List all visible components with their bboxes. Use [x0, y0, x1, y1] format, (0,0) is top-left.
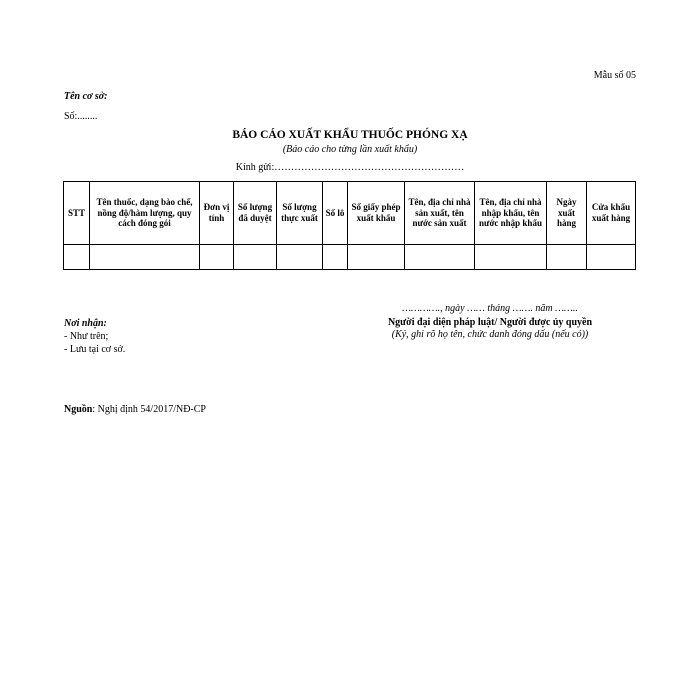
table-cell: [90, 245, 200, 270]
source-label: Nguồn: [64, 404, 93, 415]
recipient-item: - Lưu tại cơ sở.: [64, 344, 126, 355]
addressee-line: Kính gửi:…………………………………………………: [235, 162, 465, 173]
table-cell: [234, 245, 277, 270]
table-cell: [475, 245, 547, 270]
page-subtitle: (Báo cáo cho từng lần xuất khẩu): [282, 144, 418, 155]
source-line: [64, 404, 206, 415]
table-cell: [405, 245, 475, 270]
column-header: STT: [64, 182, 90, 245]
column-header: Đơn vị tính: [200, 182, 234, 245]
column-header: Tên thuốc, dạng bào chế, nồng độ/hàm lượng, quy cách đóng gói: [90, 182, 200, 245]
table-cell: [323, 245, 348, 270]
table-cell: [200, 245, 234, 270]
recipient-item: - Như trên;: [64, 331, 109, 342]
signature-date-line: …………., ngày …… tháng ……. năm ……..: [402, 303, 578, 314]
table-cell: [587, 245, 636, 270]
report-table: [63, 181, 636, 270]
table-row: [64, 245, 636, 270]
column-header: Ngày xuất hàng: [547, 182, 587, 245]
column-header: Tên, địa chỉ nhà nhập khẩu, tên nước nhập khẩu: [475, 182, 547, 245]
signature-note: (Ký, ghi rõ họ tên, chức danh đóng dấu (nếu có)): [391, 329, 589, 340]
representative-title: Người đại diện pháp luật/ Người được ủy quyền: [387, 317, 593, 328]
table-cell: [547, 245, 587, 270]
document-number-label: Số:........: [64, 111, 98, 122]
column-header: Số giấy phép xuất khẩu: [348, 182, 405, 245]
column-header: Tên, địa chỉ nhà sản xuất, tên nước sản xuất: [405, 182, 475, 245]
table-cell: [64, 245, 90, 270]
source-text: : Nghị định 54/2017/NĐ-CP: [92, 404, 206, 415]
table-cell: [348, 245, 405, 270]
facility-name-label: Tên cơ sở:: [64, 91, 108, 102]
column-header: Cửa khẩu xuất hàng: [587, 182, 636, 245]
column-header: Số lô: [323, 182, 348, 245]
column-header: Số lượng đã duyệt: [234, 182, 277, 245]
form-code: Mẫu số 05: [593, 70, 636, 81]
table-header-row: [64, 182, 636, 245]
column-header: Số lượng thực xuất: [277, 182, 323, 245]
table-cell: [277, 245, 323, 270]
recipients-label: Nơi nhận:: [64, 318, 107, 329]
page-title: BÁO CÁO XUẤT KHẨU THUỐC PHÓNG XẠ: [232, 129, 468, 141]
